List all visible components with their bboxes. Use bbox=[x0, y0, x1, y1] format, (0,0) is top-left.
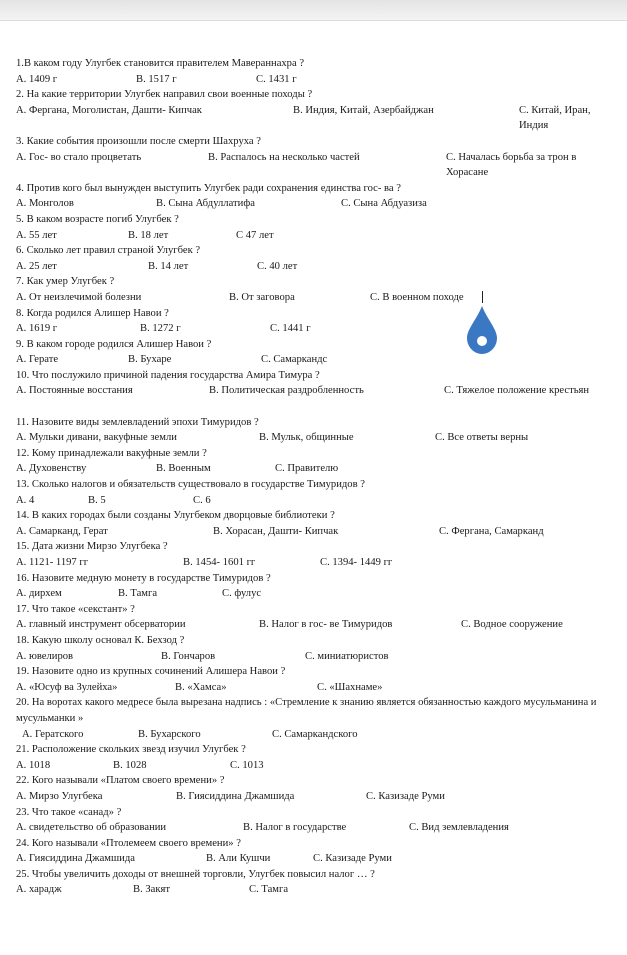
question-22: 22. Кого называли «Платом своего времени» ? bbox=[16, 775, 225, 787]
answers-20 bbox=[16, 727, 606, 743]
option-4c: C. Сына Абдуазиза bbox=[341, 198, 427, 210]
option-24a: A. Гиясиддина Джамшида bbox=[16, 853, 135, 865]
option-13a: A. 4 bbox=[16, 494, 35, 506]
option-15c: C. 1394- 1449 гг bbox=[320, 557, 393, 568]
question-23: 23. Что такое «санад» ? bbox=[16, 806, 122, 818]
answers-9 bbox=[16, 352, 606, 368]
question-25: 25. Чтобы увеличить доходы от внешней торговли, Улугбек повысил налог … ? bbox=[16, 868, 375, 880]
option-13c: C. 6 bbox=[193, 494, 211, 506]
option-13b: B. 5 bbox=[88, 494, 106, 506]
question-21: 21. Расположение скольких звезд изучил Улугбек ? bbox=[16, 744, 246, 756]
option-6c: C. 40 лет bbox=[257, 260, 298, 272]
option-11c: C. Все ответы верны bbox=[435, 432, 529, 444]
option-5a: A. 55 лет bbox=[16, 229, 57, 241]
option-4a: A. Монголов bbox=[16, 198, 74, 210]
answers-10 bbox=[16, 383, 606, 399]
option-12c: C. Правителю bbox=[275, 463, 339, 475]
question-16: 16. Назовите медную монету в государстве Тимуридов ? bbox=[16, 572, 271, 584]
answers-12 bbox=[16, 461, 606, 477]
option-23a: A. свидетельство об образовании bbox=[16, 822, 167, 834]
answers-24 bbox=[16, 851, 606, 867]
option-1c: C. 1431 г bbox=[256, 73, 297, 85]
option-22a: A. Мирзо Улугбека bbox=[16, 790, 103, 802]
option-17a: A. главный инструмент обсерватории bbox=[16, 619, 186, 631]
option-5b: B. 18 лет bbox=[128, 229, 169, 241]
question-6: 6. Сколько лет правил страной Улугбек ? bbox=[16, 245, 201, 257]
option-9c: C. Самаркандс bbox=[261, 354, 328, 366]
option-17b: B. Налог в гос- ве Тимуридов bbox=[259, 619, 393, 631]
question-14: 14. В каких городах были созданы Улугбеком дворцовые библиотеки ? bbox=[16, 510, 335, 522]
option-20b: B. Бухарского bbox=[138, 728, 201, 740]
question-1: 1.В каком году Улугбек становится правителем Мавераннахра ? bbox=[16, 58, 305, 69]
window-top-bar bbox=[0, 0, 627, 21]
question-15: 15. Дата жизни Мирзо Улугбека ? bbox=[16, 541, 168, 553]
option-4b: B. Сына Абдуллатифа bbox=[156, 198, 255, 210]
option-2b: B. Индия, Китай, Азербайджан bbox=[293, 104, 434, 116]
option-8b: B. 1272 г bbox=[140, 323, 181, 335]
question-5: 5. В каком возрасте погиб Улугбек ? bbox=[16, 213, 179, 225]
option-16c: C. фулус bbox=[222, 588, 262, 600]
answers-25 bbox=[16, 882, 606, 898]
option-12b: B. Военным bbox=[156, 463, 211, 475]
answers-17 bbox=[16, 617, 606, 633]
answers-16 bbox=[16, 586, 606, 602]
option-7b: B. От заговора bbox=[229, 291, 295, 303]
answers-5 bbox=[16, 228, 606, 244]
option-8c: C. 1441 г bbox=[270, 323, 311, 335]
option-2a: A. Фергана, Моголистан, Дашти- Кипчак bbox=[16, 104, 202, 116]
question-2: 2. На какие территории Улугбек направил свои военные походы ? bbox=[16, 89, 313, 101]
question-4: 4. Против кого был вынужден выступить Улугбек ради сохранения единства гос- ва ? bbox=[16, 182, 401, 194]
option-19c: C. «Шахнаме» bbox=[317, 681, 383, 693]
option-18c: C. миниатюристов bbox=[305, 650, 389, 662]
option-8a: A. 1619 г bbox=[16, 323, 58, 335]
option-10c: C. Тяжелое положение крестьян bbox=[444, 385, 590, 397]
option-16a: A. дирхем bbox=[16, 588, 62, 600]
question-19: 19. Назовите одно из крупных сочинений Алишера Навои ? bbox=[16, 666, 286, 678]
answers-21 bbox=[16, 758, 606, 774]
option-20c: C. Самаркандского bbox=[272, 728, 358, 740]
option-14c: C. Фергана, Самарканд bbox=[439, 525, 544, 537]
question-3: 3. Какие события произошли после смерти Шахруха ? bbox=[16, 135, 261, 147]
option-1b: B. 1517 г bbox=[136, 73, 177, 85]
option-3a: A. Гос- во стало процветать bbox=[16, 151, 142, 163]
option-2c: C. Китай, Иран, Индия bbox=[519, 104, 591, 132]
answers-13 bbox=[16, 493, 606, 509]
question-11: 11. Назовите виды землевладений эпохи Тимуридов ? bbox=[16, 416, 259, 428]
answers-11 bbox=[16, 430, 606, 446]
option-14a: A. Самарканд, Герат bbox=[16, 525, 108, 537]
question-20: 20. На воротах какого медресе была вырезана надпись : «Стремление к знанию является обязанностью каждого мусульманина и мусульманки » bbox=[16, 697, 597, 724]
option-11a: A. Мульки дивани, вакуфные земли bbox=[16, 432, 177, 444]
question-9: 9. В каком городе родился Алишер Навои ? bbox=[16, 338, 212, 350]
answers-3 bbox=[16, 150, 606, 179]
option-6a: A. 25 лет bbox=[16, 260, 57, 272]
question-13: 13. Сколько налогов и обязательств существовало в государстве Тимуридов ? bbox=[16, 479, 365, 491]
option-11b: B. Мульк, общинные bbox=[259, 432, 354, 444]
option-19b: B. «Хамса» bbox=[175, 681, 227, 693]
option-14b: B. Хорасан, Дашти- Кипчак bbox=[213, 525, 339, 537]
question-8: 8. Когда родился Алишер Навои ? bbox=[16, 307, 169, 319]
option-1a: A. 1409 г bbox=[16, 73, 58, 85]
water-drop-icon[interactable] bbox=[465, 305, 499, 355]
quiz-document bbox=[16, 56, 606, 898]
question-12: 12. Кому принадлежали вакуфные земли ? bbox=[16, 447, 207, 459]
option-19a: A. «Юсуф ва Зулейха» bbox=[16, 681, 118, 693]
answers-8 bbox=[16, 321, 606, 337]
answers-19 bbox=[16, 680, 606, 696]
option-17c: C. Водное сооружение bbox=[461, 619, 563, 631]
option-7c: C. В военном походе bbox=[370, 291, 464, 303]
option-5c: C 47 лет bbox=[236, 229, 274, 241]
answers-22 bbox=[16, 789, 606, 805]
option-3c: C. Началась борьба за трон в Хорасане bbox=[446, 151, 577, 179]
answers-4 bbox=[16, 196, 606, 212]
question-17: 17. Что такое «секстант» ? bbox=[16, 603, 135, 615]
option-18a: A. ювелиров bbox=[16, 650, 74, 662]
answers-18 bbox=[16, 649, 606, 665]
answers-7 bbox=[16, 290, 606, 306]
option-24c: C. Казизаде Руми bbox=[313, 853, 392, 865]
option-10a: A. Постоянные восстания bbox=[16, 385, 133, 397]
option-10b: B. Политическая раздробленность bbox=[209, 385, 364, 397]
option-15a: A. 1121- 1197 гг bbox=[16, 557, 89, 568]
answers-6 bbox=[16, 259, 606, 275]
answers-23 bbox=[16, 820, 606, 836]
option-22c: C. Казизаде Руми bbox=[366, 790, 445, 802]
question-24: 24. Кого называли «Птолемеем своего времени» ? bbox=[16, 837, 241, 849]
option-21b: B. 1028 bbox=[113, 759, 147, 771]
option-25c: C. Тамга bbox=[249, 884, 289, 896]
answers-15 bbox=[16, 555, 606, 571]
option-23c: C. Вид землевладения bbox=[409, 822, 509, 834]
option-15b: B. 1454- 1601 гг bbox=[183, 557, 256, 568]
text-cursor bbox=[482, 291, 483, 303]
option-16b: B. Тамга bbox=[118, 588, 158, 600]
option-22b: B. Гиясиддина Джамшида bbox=[176, 790, 295, 802]
option-6b: B. 14 лет bbox=[148, 260, 189, 272]
question-7: 7. Как умер Улугбек ? bbox=[16, 276, 115, 288]
answers-14 bbox=[16, 524, 606, 540]
option-25b: B. Закят bbox=[133, 884, 171, 896]
option-18b: B. Гончаров bbox=[161, 650, 216, 662]
option-21c: C. 1013 bbox=[230, 759, 264, 771]
option-3b: B. Распалось на несколько частей bbox=[208, 151, 360, 163]
option-9a: A. Герате bbox=[16, 354, 59, 366]
answers-1 bbox=[16, 72, 606, 88]
option-20a: A. Гератского bbox=[22, 728, 84, 740]
option-9b: B. Бухаре bbox=[128, 354, 172, 366]
option-25a: A. харадж bbox=[16, 884, 62, 896]
question-18: 18. Какую школу основал К. Бехзод ? bbox=[16, 634, 185, 646]
option-24b: B. Али Кушчи bbox=[206, 853, 271, 865]
option-21a: A. 1018 bbox=[16, 759, 51, 771]
option-7a: A. От неизлечимой болезни bbox=[16, 291, 142, 303]
question-10: 10. Что послужило причиной падения государства Амира Тимура ? bbox=[16, 369, 320, 381]
answers-2 bbox=[16, 103, 606, 132]
option-23b: B. Налог в государстве bbox=[243, 822, 347, 834]
option-12a: A. Духовенству bbox=[16, 463, 87, 475]
